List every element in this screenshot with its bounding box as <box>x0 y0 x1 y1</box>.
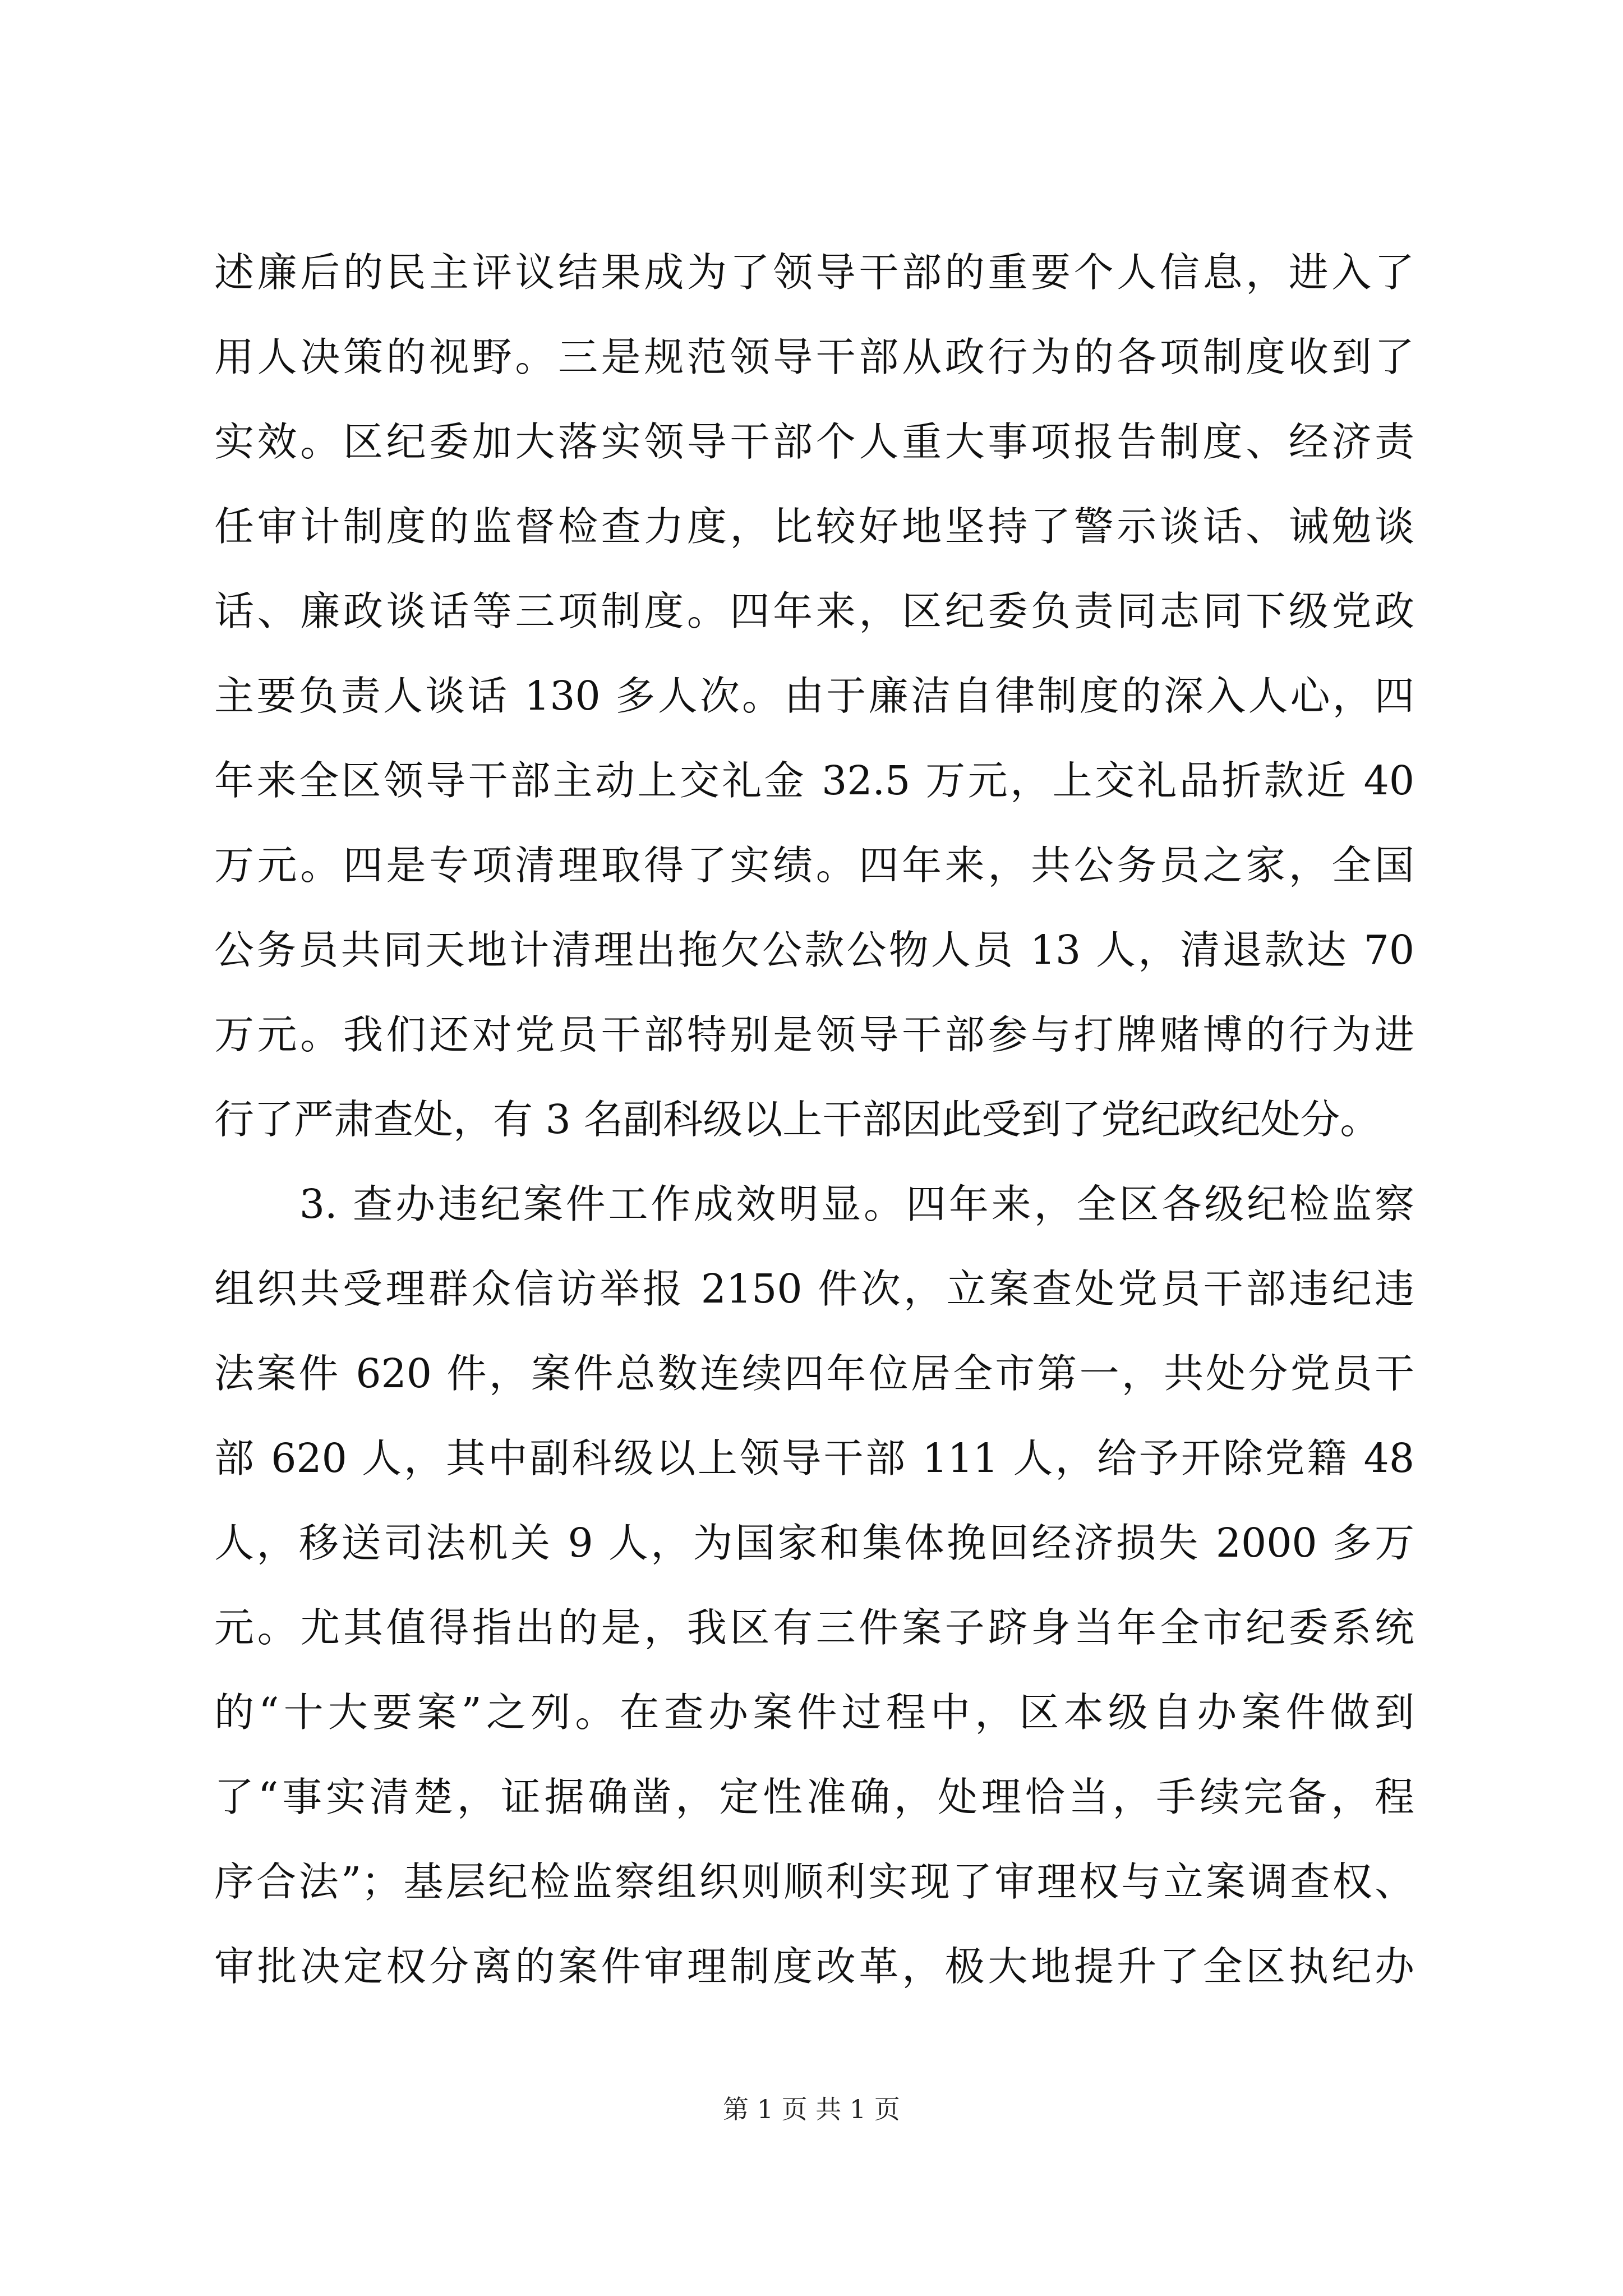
text-line: 话、廉政谈话等三项制度。四年来，区纪委负责同志同下级党政 <box>214 588 1414 634</box>
text-line: 任审计制度的监督检查力度，比较好地坚持了警示谈话、诫勉谈 <box>214 503 1414 550</box>
text-line: 行了严肃查处，有 3 名副科级以上干部因此受到了党纪政纪处分。 <box>214 1096 1380 1143</box>
document-body <box>214 230 1414 2009</box>
text-line: 年来全区领导干部主动上交礼金 32.5 万元，上交礼品折款近 40 <box>214 757 1414 804</box>
text-line: 用人决策的视野。三是规范领导干部从政行为的各项制度收到了 <box>214 334 1414 380</box>
text-line: 元。尤其值得指出的是，我区有三件案子跻身当年全市纪委系统 <box>214 1604 1414 1651</box>
page-footer: 第 1 页 共 1 页 <box>723 2094 900 2124</box>
text-line: 万元。我们还对党员干部特别是领导干部参与打牌赌博的行为进 <box>214 1011 1414 1058</box>
text-line: 万元。四是专项清理取得了实绩。四年来，共公务员之家，全国 <box>214 842 1414 889</box>
text-line: 序合法”；基层纪检监察组织则顺利实现了审理权与立案调查权、 <box>214 1858 1414 1905</box>
text-line: 部 620 人，其中副科级以上领导干部 111 人，给予开除党籍 48 <box>214 1435 1414 1481</box>
text-line: 述廉后的民主评议结果成为了领导干部的重要个人信息，进入了 <box>214 249 1414 296</box>
text-line: 的“十大要案”之列。在查办案件过程中，区本级自办案件做到 <box>214 1689 1414 1736</box>
text-line: 审批决定权分离的案件审理制度改革，极大地提升了全区执纪办 <box>214 1943 1414 1990</box>
text-line: 实效。区纪委加大落实领导干部个人重大事项报告制度、经济责 <box>214 418 1414 465</box>
text-line: 人，移送司法机关 9 人，为国家和集体挽回经济损失 2000 多万 <box>214 1520 1414 1566</box>
text-line: 了“事实清楚，证据确凿，定性准确，处理恰当，手续完备，程 <box>214 1774 1414 1820</box>
text-line: 法案件 620 件，案件总数连续四年位居全市第一，共处分党员干 <box>214 1350 1414 1397</box>
text-line: 3. 查办违纪案件工作成效明显。四年来，全区各级纪检监察 <box>214 1181 1414 1227</box>
text-line: 组织共受理群众信访举报 2150 件次，立案查处党员干部违纪违 <box>214 1266 1414 1312</box>
text-line: 主要负责人谈话 130 多人次。由于廉洁自律制度的深入人心，四 <box>214 673 1414 719</box>
text-line: 公务员共同天地计清理出拖欠公款公物人员 13 人，清退款达 70 <box>214 927 1414 973</box>
